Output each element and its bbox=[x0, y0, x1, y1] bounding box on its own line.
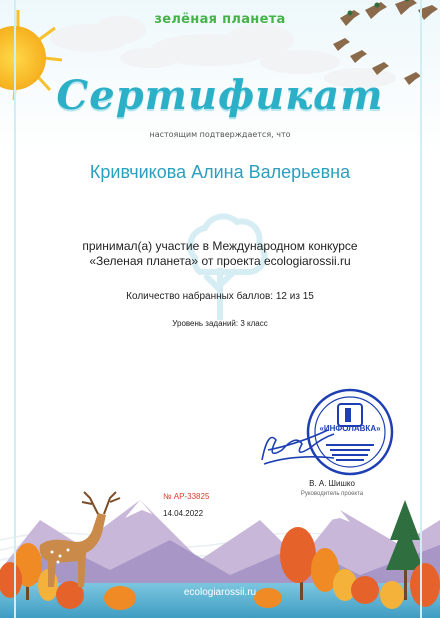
signer-name: В. А. Шишко bbox=[309, 479, 355, 488]
certificate-number: № АР-33825 bbox=[163, 492, 210, 501]
participation-text bbox=[0, 239, 440, 269]
website-link[interactable]: ecologiarossii.ru bbox=[183, 587, 257, 598]
certificate-date: 14.04.2022 bbox=[163, 509, 204, 518]
participation-line-1: принимал(а) участие в Международном конкурсе bbox=[82, 239, 358, 253]
score-text: Количество набранных баллов: 12 из 15 bbox=[126, 291, 314, 302]
certificate-title: Сертификат bbox=[56, 72, 384, 119]
signer-role: Руководитель проекта bbox=[300, 491, 364, 497]
level-text: Уровень заданий: 3 класс bbox=[172, 319, 268, 328]
participation-line-2: «Зеленая планета» от проекта ecologiarossii.ru bbox=[89, 254, 351, 268]
certificate-subtitle: настоящим подтверждается, что bbox=[149, 130, 291, 139]
recipient-name: Кривчикова Алина Валерьевна bbox=[89, 162, 351, 182]
brand-logo: зелёная планета bbox=[154, 12, 286, 27]
stamp-org-name: «ИНФОЛАВКА» bbox=[319, 424, 381, 433]
